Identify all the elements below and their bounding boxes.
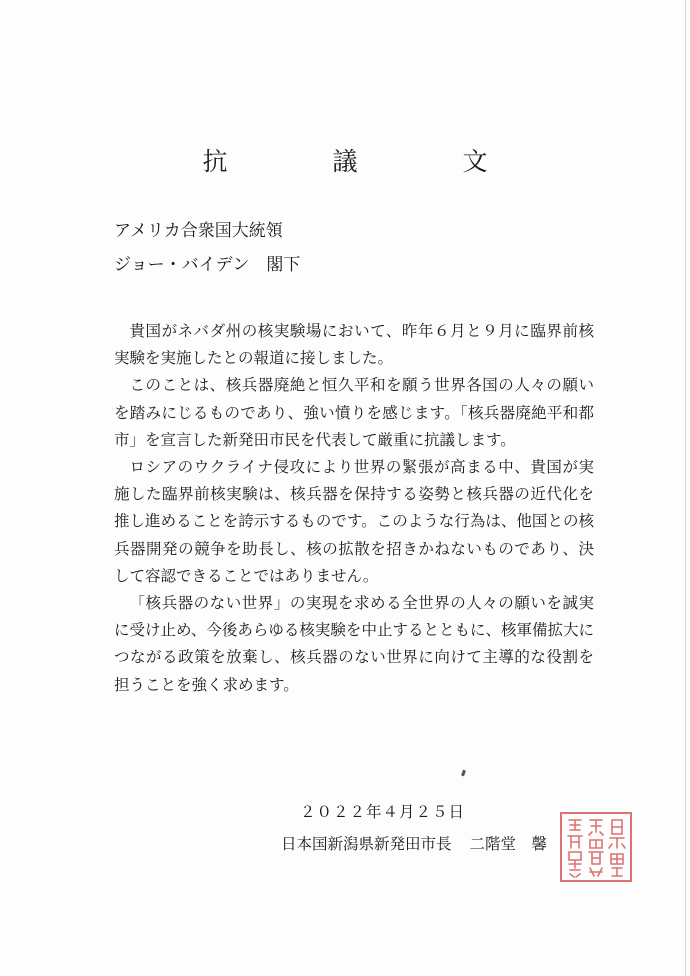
sender-name: 二階堂 馨 [469,835,548,853]
addressee-block [114,214,300,282]
document-title: 抗 議 文 [202,147,528,176]
scan-speck [461,770,466,777]
paragraph-3: ロシアのウクライナ侵攻により世界の緊張が高まる中、貴国が実施した臨界前核実験は、核兵器を保持する姿勢と核兵器の近代化を推し進めることを誇示するものです。このような行為は、他国との核兵器開発の競争を助長し、核の拡散を招きかねないものであり、決して容認できることではありません。 [114,458,594,585]
paragraph-4: 「核兵器のない世界」の実現を求める全世界の人々の願いを誠実に受け止め、今後あらゆる核実験を中止するとともに、核軍備拡大につながる政策を放棄し、核兵器のない世界に向けて主導的な役割を担うことを強く求めます。 [114,594,594,694]
seal-glyphs [562,814,630,880]
official-seal-stamp [560,812,632,882]
paragraph-1: 貴国がネバダ州の核実験場において、昨年６月と９月に臨界前核実験を実施したとの報道に接しました。 [114,322,594,368]
addressee-name: ジョー・バイデン 閣下 [114,255,301,275]
paragraph-2: このことは、核兵器廃絶と恒久平和を願う世界各国の人々の願いを踏みにじるものであり、強い憤りを感じます。「核兵器廃絶平和都市」を宣言した新発田市民を代表して厳重に抗議します。 [114,376,594,449]
sender-line [281,832,547,854]
addressee-title: アメリカ合衆国大統領 [114,221,283,241]
sender-title: 日本国新潟県新発田市長 [281,835,452,853]
document-date: ２０２２年４月２５日 [300,803,466,821]
letter-body [114,318,594,699]
